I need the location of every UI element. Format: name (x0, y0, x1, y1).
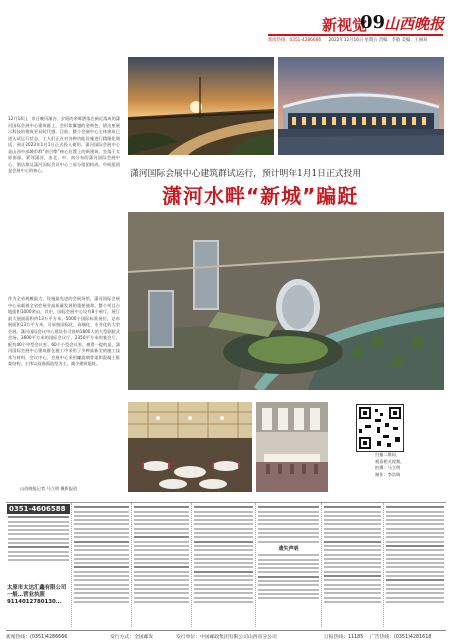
classified-ads (6, 502, 446, 627)
ad-column-7 (384, 503, 446, 627)
date-line: 2022年12月16日 星期五 责编：李敏 美编：王丽局 (328, 38, 428, 43)
article-body-col2: 作为全省规模最大、设施最先进的会展场馆，潇河国际会展中心承载着全省会展业高质量发展的重要使命。整个项目占地面积1000余亩，其中，国际会展中心设有8个展厅，展厅最大展面面积约13万平方米，5000个国际标准展位，总布展面积13万平方米，可承接国际化、高端化、专业化的大型会展。潇河国际会议中心建设有可容纳1800人的大型剧院式会场，3600平方米的国际会议厅，2350平方米的宴会厅，配有40个中型会议室、60个小型会议室。值得一提的是，潇河国际会展中心建筑群在施工中采用了多种高新尖的施工技术与材料，会议中心、会展中心采用螺旋钢骨架和混凝土框架结构，主体以双曲面造型为主，减少建筑能耗。 (8, 296, 120, 366)
section-name: 新视觉 (322, 16, 368, 34)
header-rule (268, 34, 443, 36)
ad-notice-title: 遗失声明 (278, 545, 299, 552)
qr-code[interactable] (356, 404, 404, 452)
hotline: 新闻热线：0351-4286666 (268, 38, 322, 43)
qr-caption-line: 制作：李浩瑞 (375, 471, 401, 477)
footer-printer: 发行单位：中国邮政集团有限公司山西省分公司 (176, 635, 277, 640)
qr-caption-line: 拍摄：马立明 (375, 465, 401, 470)
ad-column-6 (322, 503, 384, 627)
photo-banquet-hall (128, 402, 252, 492)
qr-caption-line: 扫描二维码， (375, 452, 401, 457)
header-meta (268, 37, 446, 43)
ad-column-1 (6, 503, 72, 627)
photo-aerial-complex (128, 212, 444, 390)
photo-chandelier-hall (256, 402, 328, 492)
page-number: 09 (360, 12, 386, 33)
ad-column-2 (72, 503, 132, 627)
page-footer (6, 630, 446, 640)
article-byline: 山西晚报记者 马立明 摄影报道 (20, 486, 78, 491)
article-title: 潇河水畔“新城”蹁跹 (162, 184, 359, 208)
footer-distribution: 发行方式：全国邮发 (110, 635, 154, 640)
footer-ad-hotline: 广告热线：(0351)4281618 (370, 635, 432, 640)
footer-news-hotline: 新闻热线：(0351)4286666 (6, 635, 68, 640)
newspaper-logo: 山西晚报 (384, 15, 445, 33)
ad-column-3 (132, 503, 192, 627)
photo-bridge-sunset (128, 57, 274, 155)
ad-column-5 (256, 503, 322, 627)
ad-phone: 0351-4606588 (7, 504, 70, 514)
footer-subscription: 订报热线：11185 (324, 635, 364, 640)
ad-featured: 太原市太达汇鑫有限公司一般…营业执照 9114012780130… (7, 585, 67, 605)
article-subtitle: 潇河国际会展中心建筑群试运行，预计明年1月1日正式投用 (130, 169, 362, 179)
qr-caption (375, 452, 404, 478)
photo-conference-centre (278, 57, 444, 155)
qr-caption-line: 观看相关视频。 (375, 458, 405, 464)
ad-column-4 (192, 503, 256, 627)
article-body-col1: 12月14日，市日晚风渐冷，夕阳的余晖洒落在新近落成的潇河国际会展中心建筑群上，会形如翼翅的金黄色，错这座展示科技的建筑更具时代感。目前，整个会展中心主体建筑已进入试运行状态，工人们正在对各种功能设施进行精细化调试，预计2023年1月1日正式投入使用。潇河国际会展中心是山西中部城市群“南引擎”核心位置上的新建筑，坐落于太原南部，紧邻潇河，由北、中、南分布的潇河国际会展中心、酒店群及潇河国际会议中心三部分组团构成。中间组团是会展中心的核心。 (8, 116, 120, 173)
